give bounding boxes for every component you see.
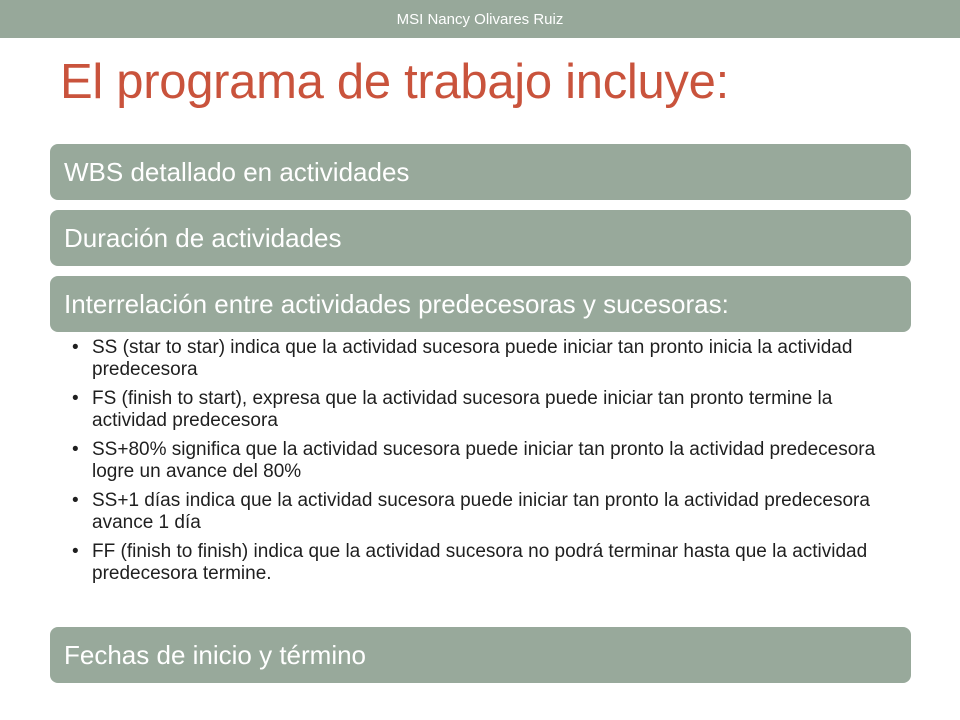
- bullet-ss: [72, 337, 912, 381]
- bullet-text: SS+80% significa que la actividad sucesora puede iniciar tan pronto la actividad predecesora logre un avance del 80%: [92, 439, 876, 482]
- bullet-ff: [72, 541, 912, 585]
- bullet-ss-80: [72, 439, 912, 483]
- bullet-text: FS (finish to start), expresa que la actividad sucesora puede iniciar tan pronto termine la actividad predecesora: [92, 388, 833, 431]
- bullet-text: SS (star to star) indica que la actividad sucesora puede iniciar tan pronto inicia la actividad predecesora: [92, 337, 853, 380]
- author-name: MSI Nancy Olivares Ruiz: [396, 11, 564, 28]
- bullet-ss-1: [72, 490, 912, 534]
- relationship-bullet-list: [72, 337, 912, 592]
- bullet-dot-icon: •: [72, 388, 79, 409]
- item-duracion: Duración de actividades: [50, 210, 911, 266]
- header-band: [0, 0, 960, 38]
- bullet-dot-icon: •: [72, 439, 79, 460]
- bullet-text: SS+1 días indica que la actividad sucesora puede iniciar tan pronto la actividad predecesora avance 1 día: [92, 490, 870, 533]
- bullet-text: FF (finish to finish) indica que la actividad sucesora no podrá terminar hasta que la actividad predecesora termine.: [92, 541, 868, 584]
- item-interrelacion: Interrelación entre actividades predecesoras y sucesoras:: [50, 276, 911, 332]
- bullet-fs: [72, 388, 912, 432]
- bullet-dot-icon: •: [72, 490, 79, 511]
- item-fechas: Fechas de inicio y término: [50, 627, 911, 683]
- bullet-dot-icon: •: [72, 337, 79, 358]
- slide-title: El programa de trabajo incluye:: [60, 55, 729, 109]
- bullet-dot-icon: •: [72, 541, 79, 562]
- item-wbs: WBS detallado en actividades: [50, 144, 911, 200]
